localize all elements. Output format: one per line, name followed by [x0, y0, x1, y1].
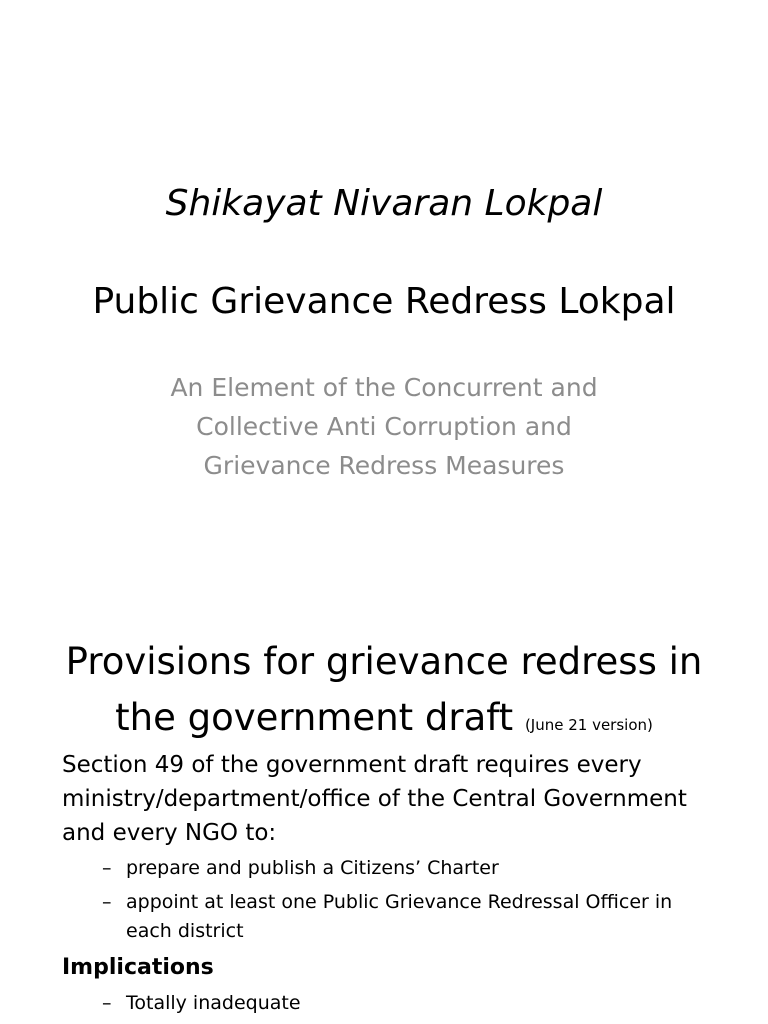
slide-subtitle [84, 368, 684, 485]
list-item-text [126, 854, 722, 883]
slide-provisions [0, 576, 768, 1024]
paragraph-line: Section 49 of the government draft requires every [62, 752, 642, 778]
heading-line-1: Provisions for grievance redress in [65, 640, 703, 683]
heading-version-note: (June 21 version) [524, 716, 653, 734]
dash-bullet: – [102, 992, 112, 1014]
section-49-paragraph [62, 748, 722, 850]
list-item-line: Totally inadequate [126, 992, 301, 1014]
paragraph-line: ministry/department/office of the Central Government [62, 786, 687, 812]
heading-line-2-text: the government draft [115, 696, 514, 739]
subtitle-line: Grievance Redress Measures [203, 451, 565, 480]
slide-body [62, 748, 722, 1023]
subtitle-line: Collective Anti Corruption and [196, 412, 572, 441]
dash-bullet: – [102, 891, 112, 913]
list-item-text [126, 888, 722, 946]
list-item-text [126, 989, 722, 1018]
list-item [102, 888, 722, 946]
list-item-line: each district [126, 920, 244, 942]
slide-title-english: Public Grievance Redress Lokpal [92, 281, 676, 322]
list-item [102, 854, 722, 883]
implications-heading: Implications [62, 955, 214, 980]
implications-list [102, 989, 722, 1018]
heading-line-2 [0, 690, 768, 753]
list-item-line: prepare and publish a Citizens’ Charter [126, 857, 499, 879]
list-item [102, 989, 722, 1018]
paragraph-line: and every NGO to: [62, 820, 277, 846]
dash-bullet: – [102, 857, 112, 879]
slide-heading [0, 634, 768, 753]
subtitle-line: An Element of the Concurrent and [170, 373, 598, 402]
requirements-list [102, 854, 722, 946]
slide-title-hindi: Shikayat Nivaran Lokpal [165, 183, 603, 224]
list-item-line: appoint at least one Public Grievance Redressal Officer in [126, 891, 673, 913]
